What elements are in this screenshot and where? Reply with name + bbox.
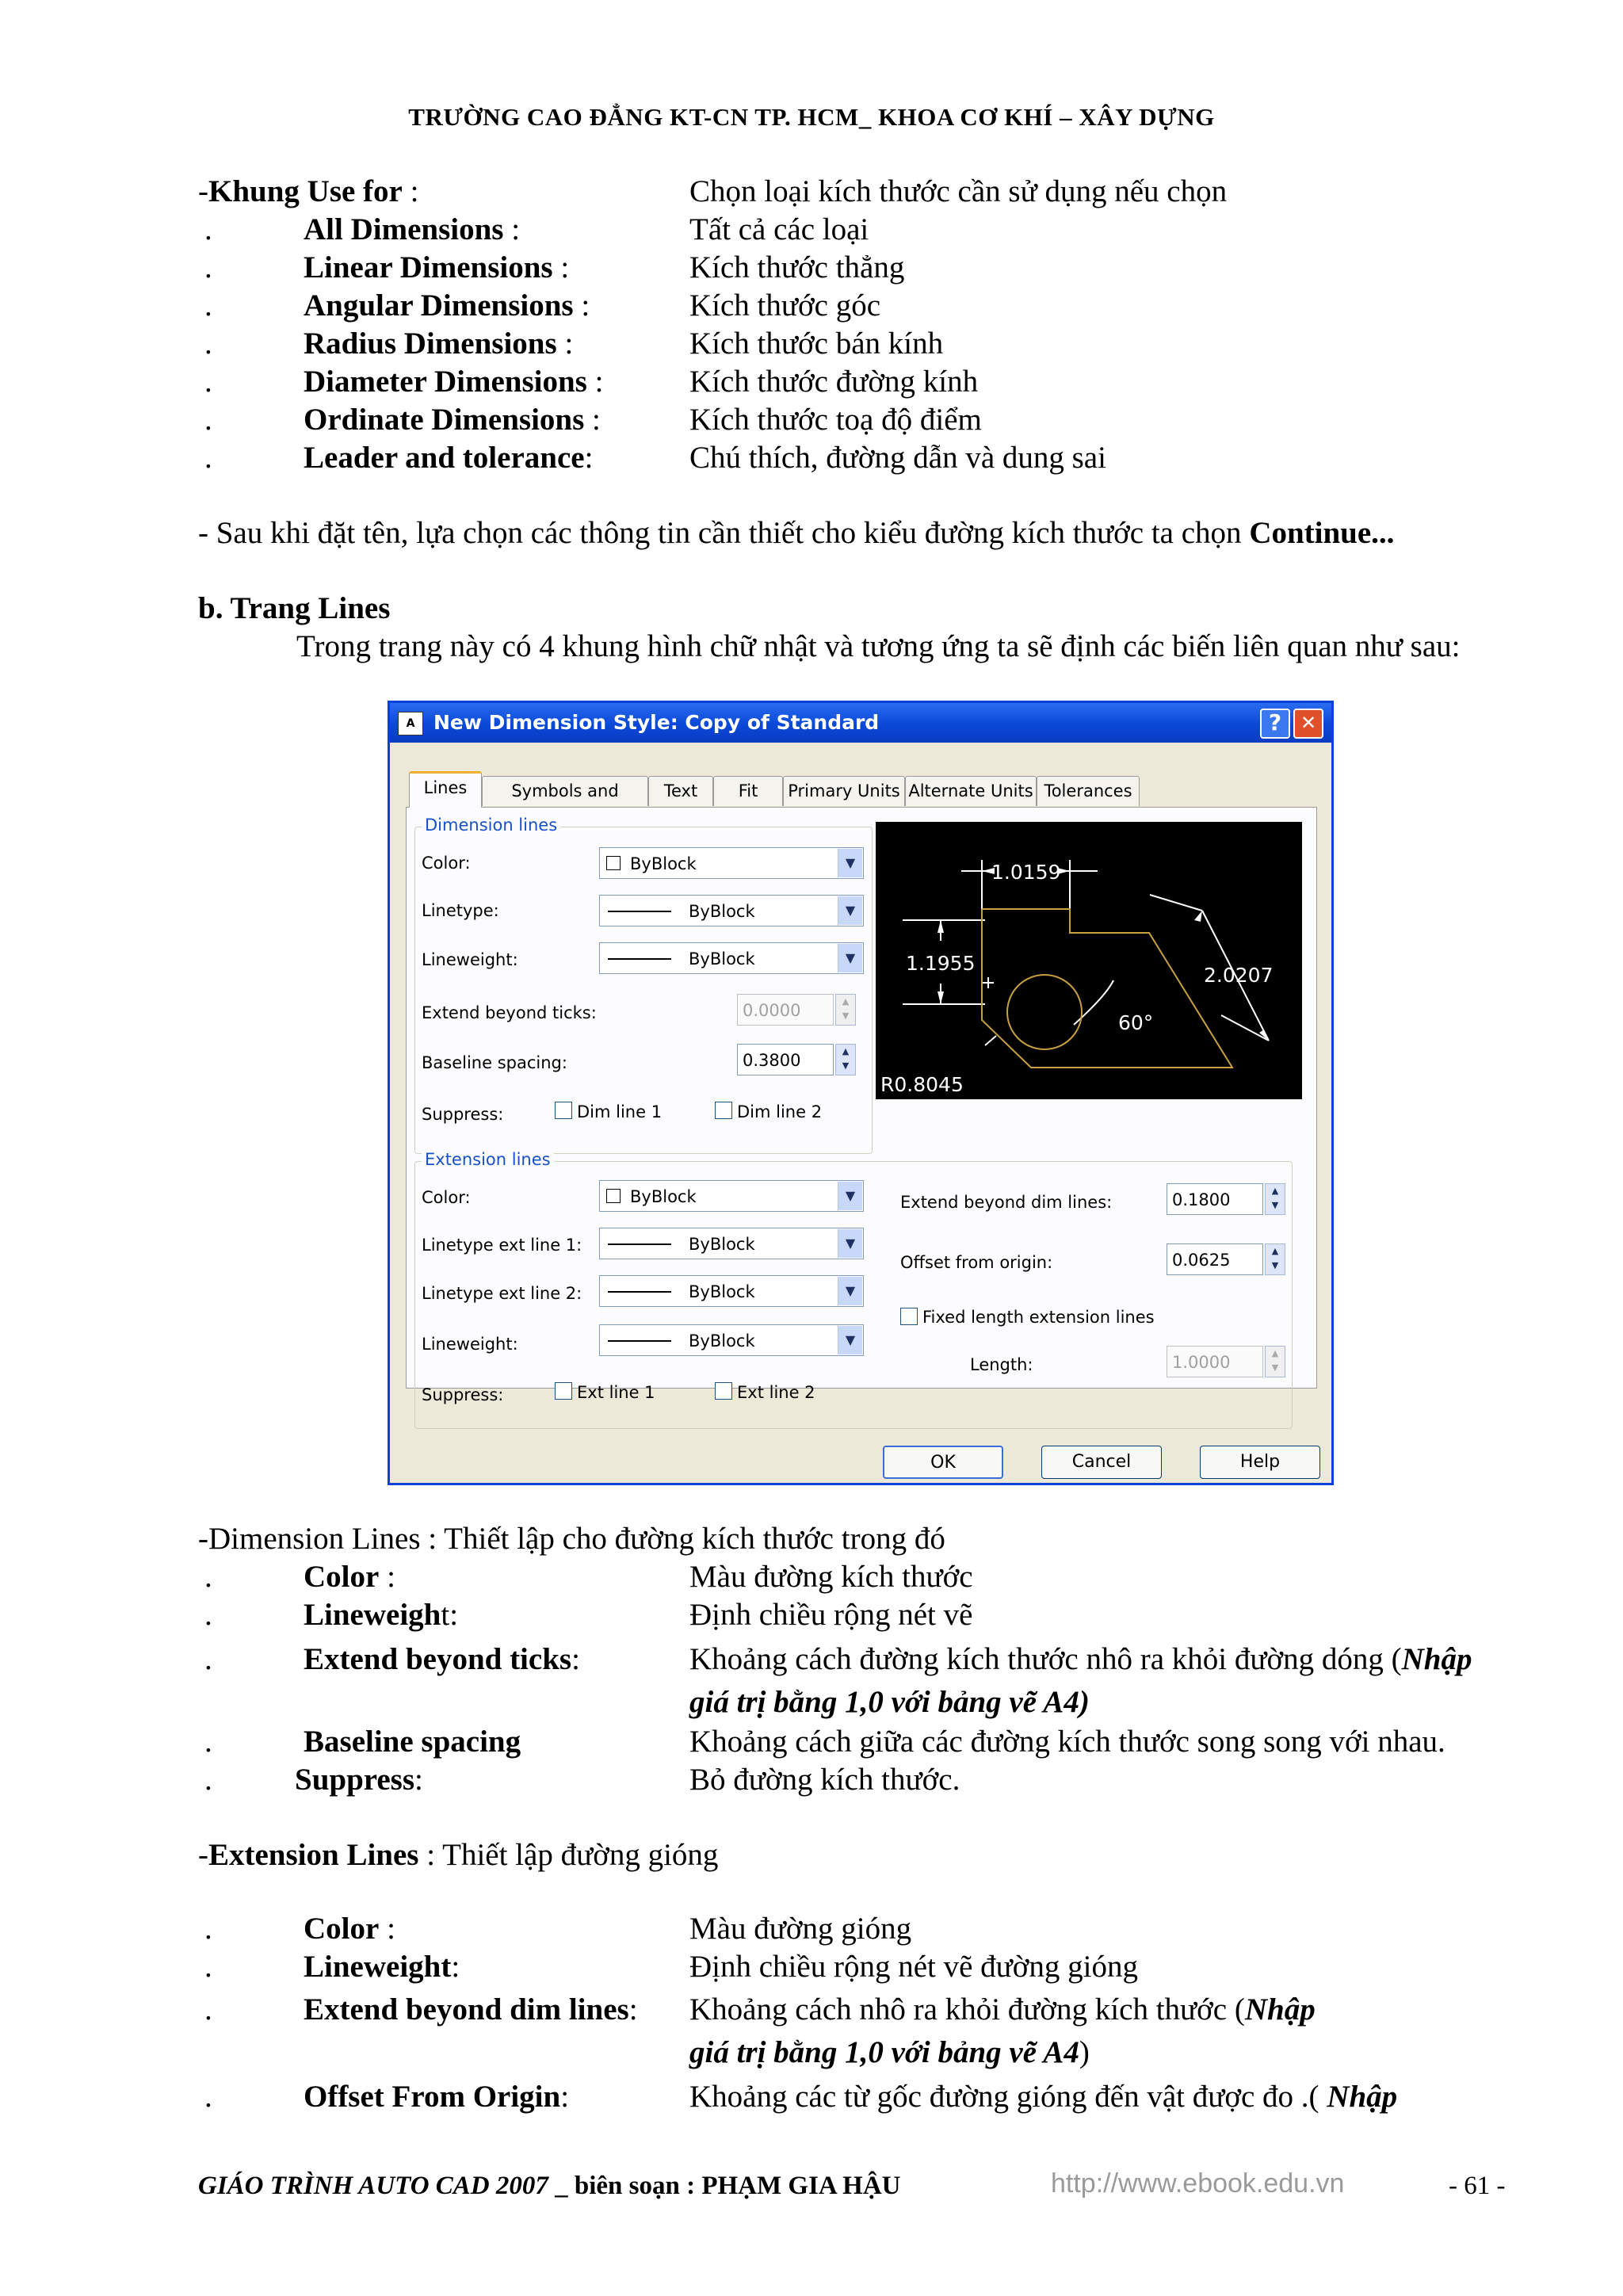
- dim-lines-item: . Lineweight: Định chiều rộng nét vẽ: [204, 1598, 973, 1632]
- ext-lines-item: . Lineweight: Định chiều rộng nét vẽ đường gióng: [204, 1950, 1138, 1984]
- use-for-desc: Chọn loại kích thước cần sử dụng nếu chọn: [689, 174, 1228, 208]
- chevron-down-icon[interactable]: ▼: [838, 1277, 862, 1305]
- use-for-lead: -Khung Use for : Chọn loại kích thước cần sử dụng nếu chọn: [0, 173, 1623, 211]
- close-icon[interactable]: ✕: [1293, 709, 1323, 739]
- use-for-item: . Diameter Dimensions : Kích thước đường kính: [204, 365, 979, 399]
- ext-lines-item: . Offset From Origin: Khoảng các từ gốc đường gióng đến vật được đo .( Nhập: [204, 2080, 1398, 2114]
- spinner-icon[interactable]: ▲ ▼: [1265, 1183, 1285, 1215]
- ext-line-2-checkbox[interactable]: [715, 1382, 732, 1400]
- use-for-item: . Angular Dimensions : Kích thước góc: [204, 288, 881, 323]
- chevron-down-icon[interactable]: ▼: [838, 944, 862, 972]
- tab-alternate-units[interactable]: Alternate Units: [905, 776, 1037, 806]
- dim-suppress-label: Suppress:: [422, 1105, 504, 1124]
- dim-lines-item: . Extend beyond ticks: Khoảng cách đường kích thước nhô ra khỏi đường dóng (Nhập: [204, 1642, 1472, 1676]
- ext-lines-item: . Color : Màu đường gióng: [204, 1912, 912, 1946]
- ext-lineweight-select[interactable]: ByBlock ▼: [599, 1324, 864, 1356]
- extend-beyond-ticks-input[interactable]: 0.0000: [737, 994, 834, 1026]
- section-intro: Trong trang này có 4 khung hình chữ nhật và tương ứng ta sẽ định các biến liên quan như sau:: [296, 629, 1461, 663]
- dialog-title-bar: [390, 703, 1331, 743]
- length-label: Length:: [970, 1355, 1033, 1374]
- use-for-item: . Leader and tolerance: Chú thích, đường dẫn và dung sai: [204, 441, 1106, 475]
- dim-linetype-label: Linetype:: [422, 901, 499, 920]
- preview-dim-1: 1.0159: [991, 861, 1061, 884]
- ext-color-label: Color:: [422, 1188, 471, 1207]
- dim-baseline-label: Baseline spacing:: [422, 1053, 567, 1072]
- preview-angle: 60°: [1118, 1011, 1154, 1034]
- dimension-preview: [876, 822, 1302, 1099]
- extend-beyond-dim-lines-input[interactable]: 0.1800: [1167, 1183, 1263, 1215]
- dialog-title: New Dimension Style: Copy of Standard: [433, 711, 880, 734]
- help-button[interactable]: Help: [1200, 1446, 1320, 1479]
- tab-symbols-and-arrows[interactable]: Symbols and: [482, 776, 648, 806]
- chevron-down-icon[interactable]: ▼: [838, 849, 862, 877]
- autocad-app-icon: A: [398, 712, 423, 735]
- use-for-item: . Radius Dimensions : Kích thước bán kính: [204, 327, 944, 361]
- ext-lines-item: . Extend beyond dim lines: Khoảng cách nhô ra khỏi đường kích thước (Nhập: [204, 1992, 1316, 2027]
- ext-linetype-1-label: Linetype ext line 1:: [422, 1236, 582, 1255]
- extension-lines-label: Extension lines: [422, 1150, 554, 1169]
- chevron-down-icon[interactable]: ▼: [838, 1182, 862, 1210]
- dimension-lines-label: Dimension lines: [422, 816, 560, 835]
- spinner-icon[interactable]: ▲ ▼: [835, 1044, 856, 1075]
- section-title: b. Trang Lines: [198, 591, 391, 625]
- dim-line-1-label: Dim line 1: [577, 1102, 663, 1121]
- tab-fit[interactable]: Fit: [713, 776, 783, 806]
- linetype-sample: [608, 1291, 671, 1293]
- continue-paragraph: - Sau khi đặt tên, lựa chọn các thông tin cần thiết cho kiểu đường kích thước ta chọn Continue...: [198, 516, 1395, 550]
- ext-color-select[interactable]: ByBlock ▼: [599, 1180, 864, 1212]
- chevron-down-icon[interactable]: ▼: [838, 1229, 862, 1258]
- dim-line-2-label: Dim line 2: [737, 1102, 823, 1121]
- ext-suppress-label: Suppress:: [422, 1385, 504, 1404]
- dim-lines-item-cont: giá trị bằng 1,0 với bảng vẽ A4): [689, 1685, 1090, 1719]
- color-swatch: [606, 856, 621, 870]
- lineweight-sample: [608, 1340, 671, 1342]
- help-question-icon[interactable]: ?: [1260, 709, 1290, 739]
- use-for-item: . Linear Dimensions : Kích thước thẳng: [204, 250, 905, 285]
- lineweight-sample: [608, 958, 671, 960]
- chevron-down-icon[interactable]: ▼: [838, 1326, 862, 1354]
- use-for-item: . All Dimensions : Tất cả các loại: [204, 212, 869, 246]
- length-input[interactable]: 1.0000: [1167, 1346, 1263, 1377]
- dim-lineweight-select[interactable]: ByBlock ▼: [599, 942, 864, 974]
- tab-primary-units[interactable]: Primary Units: [783, 776, 905, 806]
- fixed-length-label: Fixed length extension lines: [922, 1308, 1155, 1327]
- page-number: - 61 -: [1449, 2172, 1506, 2200]
- linetype-sample: [608, 1244, 671, 1245]
- linetype-sample: [608, 911, 671, 912]
- tab-tolerances[interactable]: Tolerances: [1037, 776, 1140, 806]
- dim-line-1-checkbox[interactable]: [555, 1102, 572, 1119]
- preview-dim-3: 2.0207: [1204, 964, 1274, 987]
- preview-drawing: [876, 822, 1302, 1099]
- dim-lines-lead: -Dimension Lines : Thiết lập cho đường kích thước trong đó: [198, 1522, 945, 1556]
- dim-extend-label: Extend beyond ticks:: [422, 1003, 597, 1022]
- offset-from-origin-label: Offset from origin:: [900, 1253, 1053, 1272]
- spinner-icon[interactable]: ▲ ▼: [1265, 1244, 1285, 1275]
- extend-beyond-dim-lines-label: Extend beyond dim lines:: [900, 1193, 1113, 1212]
- ext-lineweight-label: Lineweight:: [422, 1335, 518, 1354]
- dim-linetype-select[interactable]: ByBlock ▼: [599, 895, 864, 926]
- dim-color-label: Color:: [422, 854, 471, 873]
- dim-lines-item: . Baseline spacing Khoảng cách giữa các đường kích thước song song với nhau.: [204, 1725, 1445, 1759]
- ok-button[interactable]: OK: [883, 1446, 1003, 1479]
- spinner-icon[interactable]: ▲ ▼: [835, 994, 856, 1026]
- dim-lines-item: . Suppress: Bỏ đường kích thước.: [204, 1763, 960, 1797]
- baseline-spacing-input[interactable]: 0.3800: [737, 1044, 834, 1075]
- ext-line-1-label: Ext line 1: [577, 1383, 655, 1402]
- page-header: TRƯỜNG CAO ĐẲNG KT-CN TP. HCM_ KHOA CƠ KHÍ – XÂY DỰNG: [408, 103, 1215, 131]
- color-swatch: [606, 1189, 621, 1203]
- use-for-term: Khung Use for: [208, 174, 403, 208]
- offset-from-origin-input[interactable]: 0.0625: [1167, 1244, 1263, 1275]
- dim-color-select[interactable]: ByBlock ▼: [599, 847, 864, 879]
- ext-lines-item-cont: giá trị bằng 1,0 với bảng vẽ A4): [689, 2035, 1090, 2069]
- dimension-lines-group: [414, 816, 873, 1154]
- ext-line-1-checkbox[interactable]: [555, 1382, 572, 1400]
- ext-linetype-2-select[interactable]: ByBlock ▼: [599, 1275, 864, 1307]
- footer-credit: GIÁO TRÌNH AUTO CAD 2007 _ biên soạn : PHẠM GIA HẬU: [198, 2172, 901, 2200]
- ext-lines-lead: -Extension Lines : Thiết lập đường gióng: [198, 1838, 719, 1872]
- tab-lines[interactable]: Lines: [409, 771, 482, 808]
- use-for-item: . Ordinate Dimensions : Kích thước toạ độ điểm: [204, 403, 982, 437]
- dim-line-2-checkbox[interactable]: [715, 1102, 732, 1119]
- tab-text[interactable]: Text: [648, 776, 713, 806]
- preview-radius: R0.8045: [880, 1073, 964, 1096]
- new-dimension-style-dialog: [388, 701, 1334, 1485]
- spinner-icon[interactable]: ▲ ▼: [1265, 1346, 1285, 1377]
- dim-lineweight-label: Lineweight:: [422, 950, 518, 969]
- cancel-button[interactable]: Cancel: [1041, 1446, 1162, 1479]
- ext-linetype-2-label: Linetype ext line 2:: [422, 1284, 582, 1303]
- ext-line-2-label: Ext line 2: [737, 1383, 815, 1402]
- ext-linetype-1-select[interactable]: ByBlock ▼: [599, 1228, 864, 1259]
- preview-dim-2: 1.1955: [906, 952, 976, 975]
- footer-url[interactable]: http://www.ebook.edu.vn: [1051, 2168, 1345, 2199]
- extension-lines-group: [414, 1150, 1293, 1429]
- dim-lines-item: . Color : Màu đường kích thước: [204, 1560, 973, 1594]
- fixed-length-checkbox[interactable]: [900, 1308, 918, 1325]
- chevron-down-icon[interactable]: ▼: [838, 896, 862, 925]
